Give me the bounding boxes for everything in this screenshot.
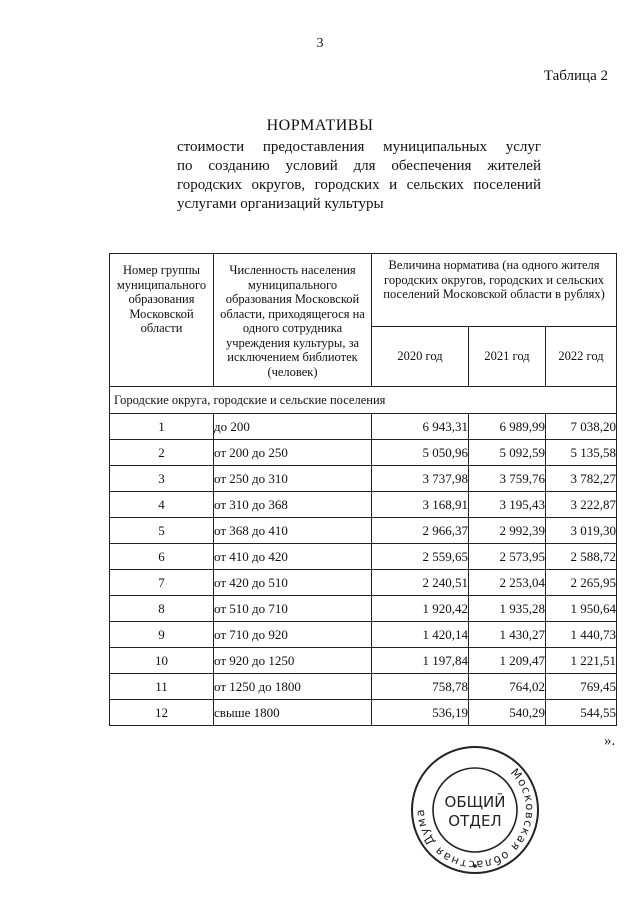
subtitle-line: по созданию условий для обеспечения жителей bbox=[177, 158, 541, 174]
table-row bbox=[110, 596, 617, 622]
value-2021: 1 209,47 bbox=[469, 648, 546, 674]
table-row bbox=[110, 544, 617, 570]
value-2021: 6 989,99 bbox=[469, 414, 546, 440]
group-number: 1 bbox=[110, 414, 214, 440]
table-row bbox=[110, 440, 617, 466]
value-2020: 2 240,51 bbox=[372, 570, 469, 596]
value-2020: 6 943,31 bbox=[372, 414, 469, 440]
value-2021: 1 430,27 bbox=[469, 622, 546, 648]
group-number: 4 bbox=[110, 492, 214, 518]
value-2022: 2 265,95 bbox=[546, 570, 617, 596]
value-2021: 1 935,28 bbox=[469, 596, 546, 622]
table-row bbox=[110, 518, 617, 544]
header-population: Численность населения муниципального образования Московской области, приходящегося на одного сотрудника учреждения культуры, за исключением библиотек (человек) bbox=[214, 254, 372, 387]
group-number: 12 bbox=[110, 700, 214, 726]
value-2020: 3 737,98 bbox=[372, 466, 469, 492]
subtitle-line: городских округов, городских и сельских поселений bbox=[177, 177, 541, 193]
table-label: Таблица 2 bbox=[543, 68, 608, 84]
value-2022: 1 221,51 bbox=[546, 648, 617, 674]
stamp-center-line1: ОБЩИЙ bbox=[444, 793, 506, 811]
population-range: от 310 до 368 bbox=[214, 492, 372, 518]
closing-quote-mark: ». bbox=[604, 733, 616, 749]
header-group-number: Номер группы муниципального образования Московской области bbox=[110, 254, 214, 387]
value-2021: 3 759,76 bbox=[469, 466, 546, 492]
table-row bbox=[110, 674, 617, 700]
value-2020: 1 920,42 bbox=[372, 596, 469, 622]
header-normative: Величина норматива (на одного жителя городских округов, городских и сельских поселений Московской области в рублях) bbox=[372, 254, 617, 327]
normatives-table bbox=[109, 253, 617, 726]
value-2020: 2 559,65 bbox=[372, 544, 469, 570]
group-number: 10 bbox=[110, 648, 214, 674]
table-row bbox=[110, 700, 617, 726]
table-row bbox=[110, 466, 617, 492]
value-2022: 544,55 bbox=[546, 700, 617, 726]
value-2020: 1 197,84 bbox=[372, 648, 469, 674]
stamp-ring-text: Московская областная Дума bbox=[412, 765, 538, 873]
section-header: Городские округа, городские и сельские поселения bbox=[110, 387, 617, 414]
population-range: от 410 до 420 bbox=[214, 544, 372, 570]
header-year-2021: 2021 год bbox=[469, 327, 546, 387]
group-number: 2 bbox=[110, 440, 214, 466]
subtitle-line: стоимости предоставления муниципальных услуг bbox=[177, 139, 541, 155]
value-2021: 764,02 bbox=[469, 674, 546, 700]
value-2022: 769,45 bbox=[546, 674, 617, 700]
value-2020: 5 050,96 bbox=[372, 440, 469, 466]
document-title: НОРМАТИВЫ bbox=[266, 117, 374, 134]
table-row bbox=[110, 570, 617, 596]
population-range: свыше 1800 bbox=[214, 700, 372, 726]
subtitle-line: услугами организаций культуры bbox=[177, 196, 384, 212]
stamp-center-line2: ОТДЕЛ bbox=[448, 812, 502, 830]
value-2021: 5 092,59 bbox=[469, 440, 546, 466]
group-number: 9 bbox=[110, 622, 214, 648]
group-number: 5 bbox=[110, 518, 214, 544]
value-2022: 3 222,87 bbox=[546, 492, 617, 518]
official-stamp bbox=[410, 745, 540, 875]
population-range: от 510 до 710 bbox=[214, 596, 372, 622]
table-row bbox=[110, 492, 617, 518]
value-2022: 1 950,64 bbox=[546, 596, 617, 622]
group-number: 6 bbox=[110, 544, 214, 570]
population-range: от 710 до 920 bbox=[214, 622, 372, 648]
value-2020: 536,19 bbox=[372, 700, 469, 726]
population-range: от 250 до 310 bbox=[214, 466, 372, 492]
value-2021: 2 573,95 bbox=[469, 544, 546, 570]
value-2020: 1 420,14 bbox=[372, 622, 469, 648]
group-number: 3 bbox=[110, 466, 214, 492]
header-year-2022: 2022 год bbox=[546, 327, 617, 387]
group-number: 11 bbox=[110, 674, 214, 700]
value-2021: 2 253,04 bbox=[469, 570, 546, 596]
value-2022: 2 588,72 bbox=[546, 544, 617, 570]
value-2022: 3 782,27 bbox=[546, 466, 617, 492]
document-subtitle bbox=[177, 138, 541, 214]
population-range: от 200 до 250 bbox=[214, 440, 372, 466]
page-number: 3 bbox=[316, 36, 324, 51]
population-range: от 420 до 510 bbox=[214, 570, 372, 596]
group-number: 8 bbox=[110, 596, 214, 622]
table-row bbox=[110, 622, 617, 648]
value-2021: 540,29 bbox=[469, 700, 546, 726]
population-range: от 1250 до 1800 bbox=[214, 674, 372, 700]
value-2022: 1 440,73 bbox=[546, 622, 617, 648]
value-2020: 3 168,91 bbox=[372, 492, 469, 518]
value-2021: 2 992,39 bbox=[469, 518, 546, 544]
value-2022: 3 019,30 bbox=[546, 518, 617, 544]
value-2020: 2 966,37 bbox=[372, 518, 469, 544]
value-2021: 3 195,43 bbox=[469, 492, 546, 518]
header-year-2020: 2020 год bbox=[372, 327, 469, 387]
population-range: до 200 bbox=[214, 414, 372, 440]
population-range: от 920 до 1250 bbox=[214, 648, 372, 674]
table-row bbox=[110, 414, 617, 440]
value-2022: 7 038,20 bbox=[546, 414, 617, 440]
value-2022: 5 135,58 bbox=[546, 440, 617, 466]
population-range: от 368 до 410 bbox=[214, 518, 372, 544]
group-number: 7 bbox=[110, 570, 214, 596]
table-row bbox=[110, 648, 617, 674]
value-2020: 758,78 bbox=[372, 674, 469, 700]
